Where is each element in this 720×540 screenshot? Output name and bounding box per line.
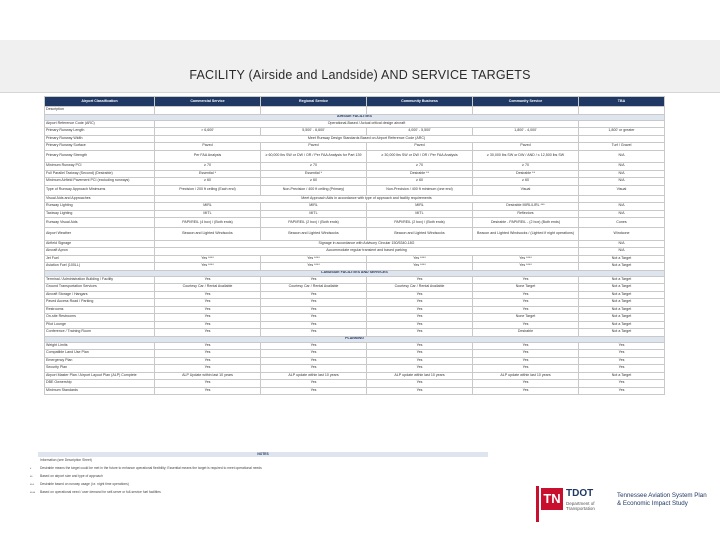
note-line [30, 481, 500, 489]
row-label: On-site Restrooms [45, 314, 155, 322]
row-label: Airport Weather [45, 228, 155, 241]
table-cell: Yes [261, 380, 367, 388]
title-divider [0, 92, 720, 93]
table-cell: Yes [155, 357, 261, 365]
table-cell: 1,800' or greater [579, 128, 665, 136]
table-header-row [45, 97, 665, 107]
table-cell: Not a Target [579, 314, 665, 322]
table-cell: Yes [155, 329, 261, 337]
table-cell: Yes [261, 387, 367, 395]
table-row [45, 291, 665, 299]
table-row [45, 357, 665, 365]
table-cell: Yes [261, 321, 367, 329]
table-cell: MITL [261, 210, 367, 218]
table-cell: > 6,600' [155, 128, 261, 136]
table-cell: Yes [155, 299, 261, 307]
table-cell: Yes [473, 350, 579, 358]
table-cell: MITL [155, 210, 261, 218]
table-row [45, 365, 665, 373]
table-cell: ≥ 60 [261, 178, 367, 186]
table-cell: N/A [579, 203, 665, 211]
table-cell: N/A [579, 163, 665, 171]
logo-accent-bar [536, 486, 539, 522]
notes-section [30, 452, 500, 497]
table-cell: Yes [155, 321, 261, 329]
table-cell: Yes [261, 357, 367, 365]
row-label: Description [45, 107, 155, 115]
table-row [45, 248, 665, 256]
table-cell: Yes [473, 380, 579, 388]
row-label: Ground Transportation Services [45, 284, 155, 292]
table-cell: Essential * [261, 170, 367, 178]
table-row [45, 150, 665, 163]
table-row [45, 107, 665, 115]
row-label: Weight Limits [45, 342, 155, 350]
column-header: Community Business [367, 97, 473, 107]
table-cell: ≥ 70 [155, 163, 261, 171]
table-cell: Yes [261, 342, 367, 350]
row-label: Terminal / Administration Building / Facility [45, 276, 155, 284]
merged-cell: Signage in accordance with Advisory Circular 150/5340-18G [155, 240, 579, 248]
row-label: Emergency Plan [45, 357, 155, 365]
table-row [45, 306, 665, 314]
table-cell [261, 107, 367, 115]
table-cell: Essential * [155, 170, 261, 178]
table-cell [473, 107, 579, 115]
table-cell: Beacon and Lighted Windsocks [261, 228, 367, 241]
table-cell: Yes [155, 380, 261, 388]
study-tagline: Tennessee Aviation System Plan & Economic Impact Study [617, 492, 707, 507]
table-cell: Yes [473, 321, 579, 329]
table-row [45, 284, 665, 292]
table-cell: Desirable ** [473, 170, 579, 178]
table-cell: Yes **** [473, 263, 579, 271]
table-cell: Yes [473, 387, 579, 395]
table-cell: Paved [367, 143, 473, 151]
table-row [45, 372, 665, 380]
table-cell: Yes **** [155, 255, 261, 263]
column-header: Commercial Service [155, 97, 261, 107]
table-cell: Yes [261, 276, 367, 284]
table-cell: Yes [367, 291, 473, 299]
table-cell: Yes [367, 329, 473, 337]
table-cell: Not a Target [579, 306, 665, 314]
row-label: DBE Ownership [45, 380, 155, 388]
table-row [45, 342, 665, 350]
table-cell: Yes **** [367, 255, 473, 263]
table-cell: Non-Precision / 400 ft ceiling (Primary) [261, 185, 367, 195]
row-label: Airport Reference Code (ARC) [45, 120, 155, 128]
note-symbol: * [30, 467, 32, 471]
table-cell: Yes [367, 350, 473, 358]
row-label: Compatible Land Use Plan [45, 350, 155, 358]
table-row [45, 135, 665, 143]
table-cell: Yes [367, 314, 473, 322]
table-cell: Desirable ** [367, 170, 473, 178]
table-row [45, 185, 665, 195]
targets-table [44, 96, 665, 395]
table-cell: Desirable - PAPI/REIL - (2 box) (Both ends) [473, 218, 579, 228]
note-text: Based on operational need / user demand for self-serve or full-service fuel facilities [40, 490, 161, 495]
table-cell: Yes [367, 365, 473, 373]
table-cell [579, 135, 665, 143]
table-row [45, 228, 665, 241]
table-cell: Yes [155, 306, 261, 314]
table-cell: Yes [473, 291, 579, 299]
row-label: Primary Runway Length [45, 128, 155, 136]
table-cell: Yes [261, 350, 367, 358]
table-cell: Non-Precision / 400 ft minimum (one end) [367, 185, 473, 195]
row-label: Minimum Airfield Pavement PCI (excluding runways) [45, 178, 155, 186]
table-cell: Turf / Gravel [579, 143, 665, 151]
table-cell: ≥ 60 [473, 178, 579, 186]
row-label: Primary Runway Strength [45, 150, 155, 163]
table-cell: Paved [473, 143, 579, 151]
table-row [45, 350, 665, 358]
table-cell: Not a Target [579, 255, 665, 263]
table-cell: Desirable [473, 329, 579, 337]
section-title: PLANNING [45, 336, 665, 342]
table-cell: Courtesy Car / Rental Available [155, 284, 261, 292]
row-label: Runway Lighting [45, 203, 155, 211]
table-cell: Not a Target [579, 276, 665, 284]
table-cell: Not a Target [579, 263, 665, 271]
table-cell: Yes [261, 299, 367, 307]
table-cell: Yes [155, 342, 261, 350]
table-body [45, 107, 665, 395]
table-row [45, 163, 665, 171]
table-cell: Yes [579, 380, 665, 388]
table-cell: ≥ 70 [473, 163, 579, 171]
table-cell: None Target [473, 314, 579, 322]
tdot-subtitle: Department of Transportation [566, 501, 595, 512]
table-cell: Yes **** [473, 255, 579, 263]
row-label: Primary Runway Width [45, 135, 155, 143]
table-cell: ≥ 60 [155, 178, 261, 186]
table-cell: Yes [367, 380, 473, 388]
table-cell: Yes [473, 306, 579, 314]
table-row [45, 380, 665, 388]
table-cell: Not a Target [579, 284, 665, 292]
table-cell: Yes [579, 357, 665, 365]
table-row [45, 255, 665, 263]
row-label: Aircraft Apron [45, 248, 155, 256]
table-cell: MIRL [367, 203, 473, 211]
note-line [30, 465, 500, 473]
note-text: Desirable based on runway usage (i.e. night time operations) [40, 482, 129, 487]
table-cell: MITL [367, 210, 473, 218]
row-label: Minimum Standards [45, 387, 155, 395]
table-row [45, 143, 665, 151]
merged-cell: Accommodate regular transient and based parking [155, 248, 579, 256]
row-label: Minimum Runway PCI [45, 163, 155, 171]
table-cell: ALP update within last 10 years [473, 372, 579, 380]
table-cell: ALP update within last 10 years [367, 372, 473, 380]
table-cell: Yes [473, 299, 579, 307]
table-cell: Yes [579, 350, 665, 358]
table-cell: Per FAA Analysis [155, 150, 261, 163]
table-row [45, 128, 665, 136]
notes-header: NOTES [38, 452, 488, 457]
table-cell [579, 120, 665, 128]
table-cell: Yes [473, 276, 579, 284]
table-row [45, 314, 665, 322]
table-cell: Yes [155, 387, 261, 395]
row-label: Type of Runway Approach Minimums [45, 185, 155, 195]
column-header: TBA [579, 97, 665, 107]
table-cell: Courtesy Car / Rental Available [367, 284, 473, 292]
table-cell: Yes [155, 350, 261, 358]
table-cell: N/A [579, 210, 665, 218]
table-cell: Yes [155, 365, 261, 373]
row-label: Taxiway Lighting [45, 210, 155, 218]
row-label: Paved Access Road / Parking [45, 299, 155, 307]
table-row [45, 210, 665, 218]
table-cell: MIRL [261, 203, 367, 211]
table-cell: Yes [367, 387, 473, 395]
table-cell: Paved [155, 143, 261, 151]
table-cell: PAPI/REIL (2 box) / (Both ends) [261, 218, 367, 228]
table-cell: Beacon and Lighted Windsocks / (Lighted if night operations) [473, 228, 579, 241]
table-cell: N/A [579, 240, 665, 248]
table-cell: MIRL [155, 203, 261, 211]
note-text: Based on airport size and type of approach [40, 474, 103, 479]
table-row [45, 120, 665, 128]
column-header: Community Service [473, 97, 579, 107]
table-cell: Yes **** [367, 263, 473, 271]
table-cell: Yes [261, 329, 367, 337]
table-row [45, 321, 665, 329]
table-cell: Yes **** [261, 255, 367, 263]
table-cell: Yes [579, 387, 665, 395]
table-cell: ≥ 70 [367, 163, 473, 171]
page-title: FACILITY (Airside and Landside) AND SERVICE TARGETS [189, 68, 531, 82]
table-cell: Beacon and Lighted Windsocks [367, 228, 473, 241]
table-cell: Yes [579, 342, 665, 350]
table-cell [579, 195, 665, 203]
table-cell: Visual [579, 185, 665, 195]
merged-cell: Operational-Based / Actual critical design aircraft [155, 120, 579, 128]
table-cell: Not a Target [579, 291, 665, 299]
table-cell: 1,800' - 4,000' [473, 128, 579, 136]
row-label: Restrooms [45, 306, 155, 314]
table-cell: Yes [473, 342, 579, 350]
row-label: Security Plan [45, 365, 155, 373]
table-row [45, 276, 665, 284]
table-cell: Yes [367, 306, 473, 314]
row-label: Jet Fuel [45, 255, 155, 263]
row-label: Conference / Training Room [45, 329, 155, 337]
table-row [45, 170, 665, 178]
note-line [30, 489, 500, 497]
table-cell: None Target [473, 284, 579, 292]
table-cell: Not a Target [579, 321, 665, 329]
section-title: LANDSIDE FACILITIES AND SERVICES [45, 270, 665, 276]
table-cell: Cones [579, 218, 665, 228]
table-cell: Desirable MIRL/LIRL *** [473, 203, 579, 211]
table-cell: Yes **** [155, 263, 261, 271]
table-cell: Courtesy Car / Rental Available [261, 284, 367, 292]
table-cell: ≥ 60 [367, 178, 473, 186]
tn-logo-icon: TN [541, 488, 563, 510]
row-label: Primary Runway Surface [45, 143, 155, 151]
table-cell [367, 107, 473, 115]
table-cell: N/A [579, 248, 665, 256]
note-line [30, 457, 500, 465]
note-symbol: *** [30, 483, 34, 487]
table-cell: 5,500' - 6,600' [261, 128, 367, 136]
column-header: Regional Service [261, 97, 367, 107]
table-cell [155, 107, 261, 115]
table-cell: Yes [473, 357, 579, 365]
table-cell: PAPI/REIL (2 box) / (Both ends) [367, 218, 473, 228]
table-cell: Yes [579, 365, 665, 373]
table-cell: Yes [367, 357, 473, 365]
table-cell: PAPI/REIL (4 box) / (Both ends) [155, 218, 261, 228]
table-cell: Visual [473, 185, 579, 195]
table-row [45, 299, 665, 307]
table-cell: ALP Update within last 10 years [155, 372, 261, 380]
table-row [45, 178, 665, 186]
table-row [45, 218, 665, 228]
table-cell: Paved [261, 143, 367, 151]
row-label: Pilot Lounge [45, 321, 155, 329]
table-cell: Precision / 200 ft ceiling (Each end) [155, 185, 261, 195]
row-label: Airport Master Plan / Airport Layout Plan (ALP) Complete [45, 372, 155, 380]
note-symbol: **** [30, 491, 36, 495]
table-cell: 4,000' - 5,500' [367, 128, 473, 136]
table-cell: ALP update within last 10 years [261, 372, 367, 380]
table-cell: Windcone [579, 228, 665, 241]
table-cell: Yes [261, 365, 367, 373]
table-cell [579, 107, 665, 115]
table-row [45, 263, 665, 271]
table-row [45, 203, 665, 211]
table-row [45, 387, 665, 395]
table-row [45, 329, 665, 337]
table-cell: N/A [579, 170, 665, 178]
note-symbol: ** [30, 475, 33, 479]
table-cell: Reflectors [473, 210, 579, 218]
table-cell: Not a Target [579, 329, 665, 337]
table-cell: ≥ 30,000 lbs SW or DW / AND / ≤ 12,500 lbs SW [473, 150, 579, 163]
table-row [45, 195, 665, 203]
row-label: Aircraft Storage / Hangars [45, 291, 155, 299]
table-cell: Yes [367, 299, 473, 307]
table-cell: Yes [155, 276, 261, 284]
table-cell: Yes [367, 276, 473, 284]
row-label: Full Parallel Taxiway (Second) (Desirable) [45, 170, 155, 178]
table-cell: ≥ 30,000 lbs SW or DW / OR / Per FAA Analysis [367, 150, 473, 163]
table-cell: Yes [367, 342, 473, 350]
title-band [0, 40, 720, 92]
table-cell: ≥ 70 [261, 163, 367, 171]
table-cell: Yes [261, 314, 367, 322]
note-text: Information (see Description Sheet) [40, 458, 92, 463]
merged-cell: Meet Runway Design Standards Based on Airport Reference Code (ARC) [155, 135, 579, 143]
column-header: Airport Classification [45, 97, 155, 107]
notes-lines [30, 457, 500, 497]
table-cell: Yes [261, 291, 367, 299]
note-text: Desirable means the target could be met in the future to enhance operational flexibility; Essential means the target is required to meet operational needs [40, 466, 262, 471]
table-cell: Yes [261, 306, 367, 314]
note-line [30, 473, 500, 481]
table-cell: Yes [473, 365, 579, 373]
row-label: Airfield Signage [45, 240, 155, 248]
table-cell: Not a Target [579, 372, 665, 380]
tdot-wordmark: TDOT [566, 488, 594, 499]
table-cell: Yes [155, 291, 261, 299]
table-cell: ≥ 60,000 lbs SW or DW / OR / Per FAA Analysis for Part 139 [261, 150, 367, 163]
row-label: Aviation Fuel (100LL) [45, 263, 155, 271]
table-cell: Yes [367, 321, 473, 329]
section-title: AIRSIDE FACILITIES [45, 114, 665, 120]
table-cell: Yes [155, 314, 261, 322]
table-cell: N/A [579, 178, 665, 186]
table-cell: N/A [579, 150, 665, 163]
row-label: Visual Aids and Approaches [45, 195, 155, 203]
row-label: Runway Visual Aids [45, 218, 155, 228]
table-cell: Yes **** [261, 263, 367, 271]
table-cell: Not a Target [579, 299, 665, 307]
merged-cell: Meet Approach Aids in accordance with type of approach and facility requirements [155, 195, 579, 203]
table-row [45, 240, 665, 248]
table-cell: Beacon and Lighted Windsocks [155, 228, 261, 241]
